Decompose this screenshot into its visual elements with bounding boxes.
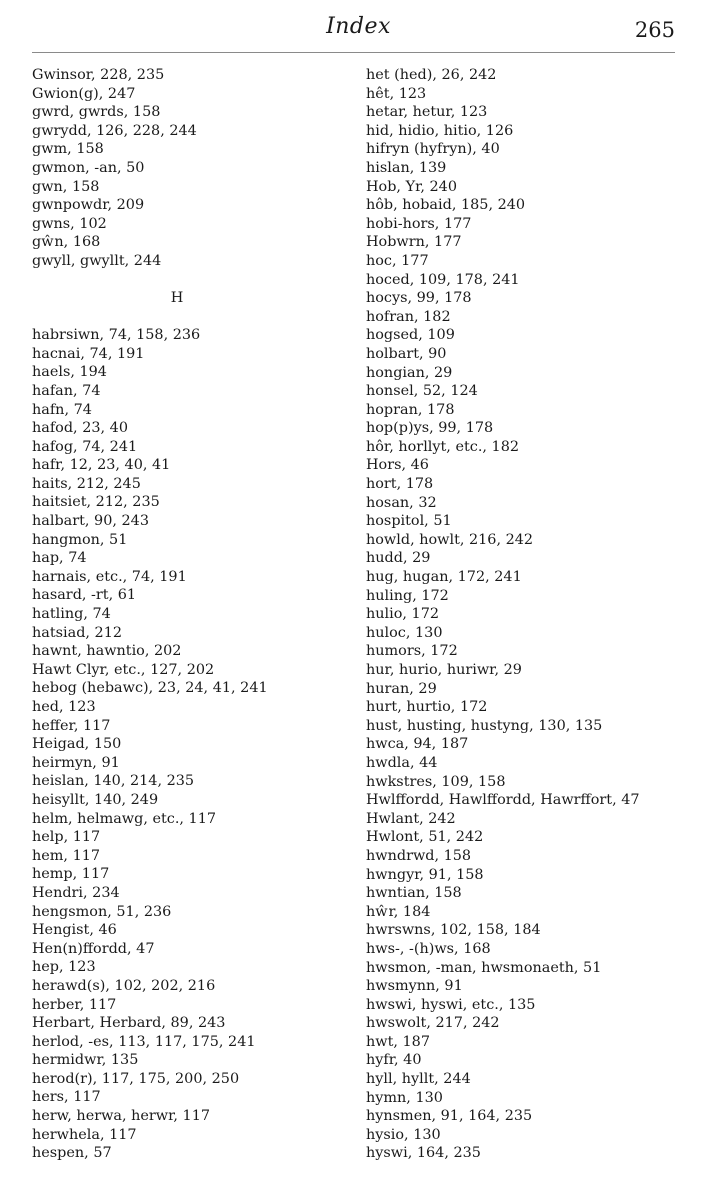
index-entry: hoced, 109, 178, 241 [366,271,520,288]
index-entry: halbart, 90, 243 [32,513,149,530]
index-entry: hep, 123 [32,959,96,976]
index-entry: heffer, 117 [32,717,111,734]
index-entry: herawd(s), 102, 202, 216 [32,977,216,994]
index-entry: hôr, horllyt, etc., 182 [366,438,520,455]
index-entry: hangmon, 51 [32,531,128,548]
index-entry: hermidwr, 135 [32,1052,139,1069]
index-entry: hafog, 74, 241 [32,438,138,455]
index-entry: hop(p)ys, 99, 178 [366,420,494,437]
page-number: 265 [634,18,675,42]
index-entry: Hors, 46 [366,457,429,474]
index-entry: hwndrwd, 158 [366,847,472,864]
index-entry: hyfr, 40 [366,1052,422,1069]
index-entry: hafod, 23, 40 [32,420,128,437]
index-column-right [366,66,686,1163]
index-entry: Hob, Yr, 240 [366,178,457,195]
index-entry: het (hed), 26, 242 [366,67,497,83]
index-entry: herlod, -es, 113, 117, 175, 241 [32,1033,256,1050]
index-entry: Heigad, 150 [32,736,122,753]
index-entry: hasard, -rt, 61 [32,587,137,604]
index-entry: hwswi, hyswi, etc., 135 [366,996,536,1013]
index-entry: hatsiad, 212 [32,624,123,641]
index-entry: huling, 172 [366,587,449,604]
index-entry: harnais, etc., 74, 191 [32,568,187,585]
index-entry: hobi-hors, 177 [366,215,472,232]
index-entry: heislan, 140, 214, 235 [32,773,195,790]
index-entry: hogsed, 109 [366,327,455,344]
index-entry: huran, 29 [366,680,437,697]
index-entry: Hwlont, 51, 242 [366,829,484,846]
index-entry: hwngyr, 91, 158 [366,866,484,883]
index-entry: hislan, 139 [366,159,447,176]
index-entry: hwdla, 44 [366,754,438,771]
index-entry: hêt, 123 [366,85,427,102]
index-entry: Gwion(g), 247 [32,85,136,102]
index-entry: Hendri, 234 [32,884,120,901]
index-entry: herw, herwa, herwr, 117 [32,1108,211,1125]
index-entry: hespen, 57 [32,1145,112,1162]
index-entry: hofran, 182 [366,308,451,325]
index-entry: hosan, 32 [366,494,437,511]
index-entry: hwsmynn, 91 [366,978,463,995]
index-entry: hafr, 12, 23, 40, 41 [32,457,171,474]
index-entry: howld, howlt, 216, 242 [366,531,534,548]
index-entry: gwrydd, 126, 228, 244 [32,122,197,139]
index-entry: heirmyn, 91 [32,754,120,771]
index-entry: hwntian, 158 [366,885,462,902]
index-entry: hwswolt, 217, 242 [366,1015,500,1032]
index-entry: haels, 194 [32,364,107,381]
index-entry: hust, husting, hustyng, 130, 135 [366,717,603,734]
entries-g-group [32,66,332,271]
index-entry: heisyllt, 140, 249 [32,791,159,808]
index-column-left [32,66,332,1163]
index-entry: herod(r), 117, 175, 200, 250 [32,1070,240,1087]
index-entry: habrsiwn, 74, 158, 236 [32,327,201,344]
index-entry: gwrd, gwrds, 158 [32,104,161,121]
index-entry: hengsmon, 51, 236 [32,903,172,920]
index-entry: hŵr, 184 [366,903,431,920]
index-entry: hôb, hobaid, 185, 240 [366,197,526,214]
index-entry: gwm, 158 [32,141,104,158]
running-title: Index [326,14,391,39]
header-rule [32,52,675,53]
index-entry: Hen(n)ffordd, 47 [32,940,155,957]
index-entry: hopran, 178 [366,401,455,418]
index-entry: holbart, 90 [366,345,447,362]
index-entry: helm, helmawg, etc., 117 [32,810,217,827]
index-entry: herber, 117 [32,996,117,1013]
index-entry: hurt, hurtio, 172 [366,699,488,716]
index-entry: gwmon, -an, 50 [32,159,145,176]
page-header [0,0,717,60]
index-entry: Hwlffordd, Hawlffordd, Hawrffort, 47 [366,792,640,809]
index-entry: hug, hugan, 172, 241 [366,569,522,586]
index-entry: hap, 74 [32,550,87,567]
index-entry: hifryn (hyfryn), 40 [366,141,500,158]
index-entry: hafan, 74 [32,382,101,399]
section-letter-h: H [170,289,184,306]
index-entry: hacnai, 74, 191 [32,345,145,362]
index-entry: hwrswns, 102, 158, 184 [366,922,541,939]
index-entry: Hobwrn, 177 [366,234,462,251]
index-entry: hed, 123 [32,699,96,715]
index-entry: hymn, 130 [366,1089,443,1106]
index-entry: hyswi, 164, 235 [366,1145,481,1162]
index-entry: hers, 117 [32,1089,101,1106]
index-entry: hospitol, 51 [366,513,452,530]
index-entry: humors, 172 [366,643,458,660]
index-entry: gwnpowdr, 209 [32,197,145,214]
index-entry: hwt, 187 [366,1033,430,1050]
index-entry: hoc, 177 [366,252,429,269]
index-entry: hur, hurio, huriwr, 29 [366,662,522,678]
index-entry: hwsmon, -man, hwsmonaeth, 51 [366,959,602,976]
index-entry: hatling, 74 [32,606,111,623]
index-entry: hongian, 29 [366,364,453,381]
index-entry: hysio, 130 [366,1126,441,1143]
index-entry: hocys, 99, 178 [366,290,472,307]
index-entry: hid, hidio, hitio, 126 [366,122,514,139]
index-entry: hem, 117 [32,847,101,864]
index-entry: hafn, 74 [32,401,92,418]
index-entry: gwns, 102 [32,215,107,232]
index-entry: hemp, 117 [32,866,110,883]
index-entry: herwhela, 117 [32,1126,137,1143]
index-entry: hebog (hebawc), 23, 24, 41, 241 [32,680,268,697]
index-entry: Herbart, Herbard, 89, 243 [32,1015,226,1032]
entries-h-continued [366,66,686,1163]
index-entry: hwkstres, 109, 158 [366,773,506,790]
index-entry: hwca, 94, 187 [366,736,469,753]
index-entry: hawnt, hawntio, 202 [32,643,182,660]
index-entry: hort, 178 [366,476,434,493]
index-entry: Hawt Clyr, etc., 127, 202 [32,661,215,678]
index-entry: gwn, 158 [32,178,100,195]
index-entry: help, 117 [32,829,101,846]
index-entry: honsel, 52, 124 [366,383,478,400]
index-entry: hetar, hetur, 123 [366,104,488,121]
index-entry: hws-, -(h)ws, 168 [366,940,491,957]
index-entry: Hwlant, 242 [366,810,456,827]
index-entry: hudd, 29 [366,550,431,567]
index-entry: hyll, hyllt, 244 [366,1071,471,1088]
index-entry: hynsmen, 91, 164, 235 [366,1108,533,1125]
index-entry: haits, 212, 245 [32,475,141,492]
index-entry: hulio, 172 [366,606,440,623]
index-entry: gwyll, gwyllt, 244 [32,252,162,269]
index-entry: Gwinsor, 228, 235 [32,67,165,83]
index-entry: gŵn, 168 [32,234,101,251]
entries-h-group [32,326,332,1163]
index-entry: huloc, 130 [366,624,443,641]
index-entry: haitsiet, 212, 235 [32,494,160,511]
index-entry: Hengist, 46 [32,922,117,939]
